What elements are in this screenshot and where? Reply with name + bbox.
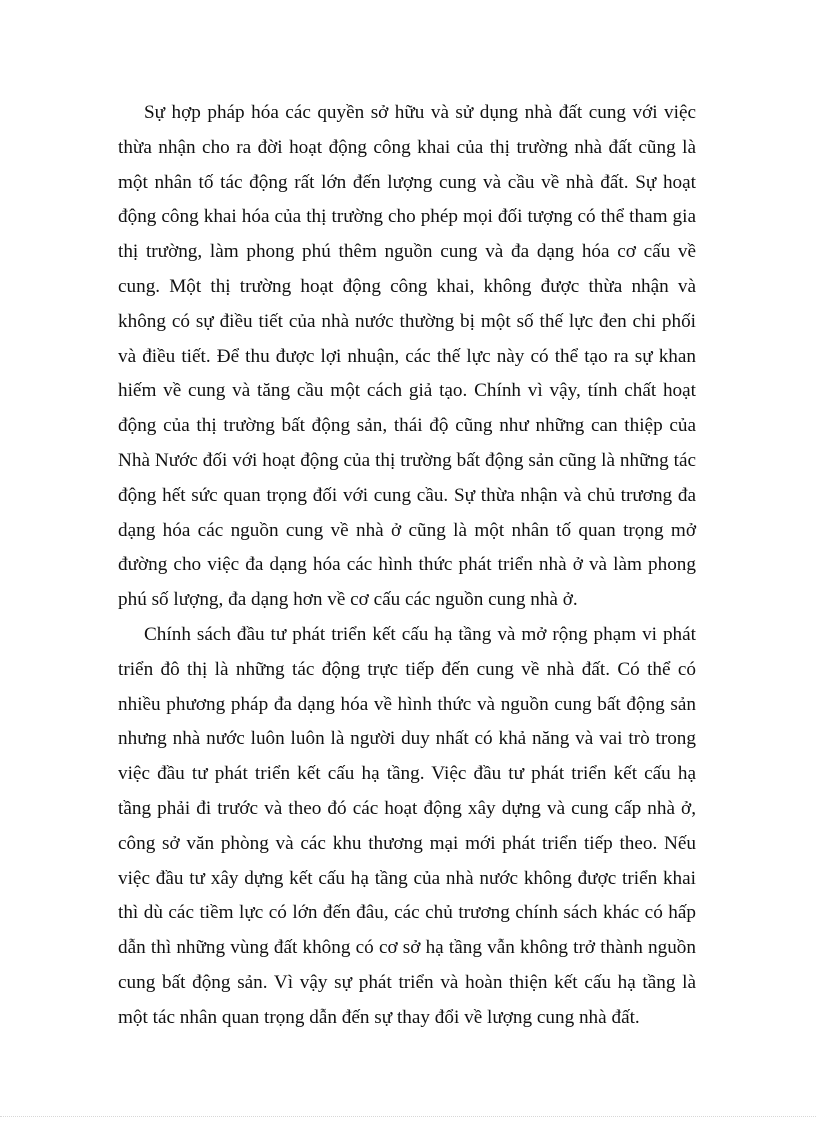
paragraph-2: Chính sách đầu tư phát triển kết cấu hạ tầng và mở rộng phạm vi phát triển đô thị là những tác động trực tiếp đến cung về nhà đất. Có thể có nhiều phương pháp đa dạng hóa về hình thức và nguồn cung bất động sản nhưng nhà nước luôn luôn là người duy nhất có khả năng và vai trò trong việc đầu tư phát triển kết cấu hạ tầng. Việc đầu tư phát triển kết cấu hạ tầng phải đi trước và theo đó các hoạt động xây dựng và cung cấp nhà ở, công sở văn phòng và các khu thương mại mới phát triển tiếp theo. Nếu việc đầu tư xây dựng kết cấu hạ tầng của nhà nước không được triển khai thì dù các tiềm lực có lớn đến đâu, các chủ trương chính sách khác có hấp dẫn thì những vùng đất không có cơ sở hạ tầng vẫn không trở thành nguồn cung bất động sản. Vì vậy sự phát triển và hoàn thiện kết cấu hạ tầng là một tác nhân quan trọng dẫn đến sự thay đổi về lượng cung nhà đất. — [118, 623, 696, 1028]
paragraph-1: Sự hợp pháp hóa các quyền sở hữu và sử dụng nhà đất cung với việc thừa nhận cho ra đời hoạt động công khai của thị trường nhà đất cũng là một nhân tố tác động rất lớn đến lượng cung và cầu về nhà đất. Sự hoạt động công khai hóa của thị trường cho phép mọi đối tượng có thể tham gia thị trường, làm phong phú thêm nguồn cung và đa dạng hóa cơ cấu về cung. Một thị trường hoạt động công khai, không được thừa nhận và không có sự điều tiết của nhà nước thường bị một số thế lực đen chi phối và điều tiết. Để thu được lợi nhuận, các thế lực này có thể tạo ra sự khan hiếm về cung và tăng cầu một cách giả tạo. Chính vì vậy, tính chất hoạt động của thị trường bất động sản, thái độ cũng như những can thiệp của Nhà Nước đối với hoạt động của thị trường bất động sản cũng là những tác động hết sức quan trọng đối với cung cầu. Sự thừa nhận và chủ trương đa dạng hóa các nguồn cung về nhà ở cũng là một nhân tố quan trọng mở đường cho việc đa dạng hóa các hình thức phát triển nhà ở và làm phong phú số lượng, đa dạng hơn về cơ cấu các nguồn cung nhà ở. — [118, 102, 696, 611]
page-bottom-divider — [0, 1116, 816, 1117]
document-body — [118, 96, 696, 1036]
